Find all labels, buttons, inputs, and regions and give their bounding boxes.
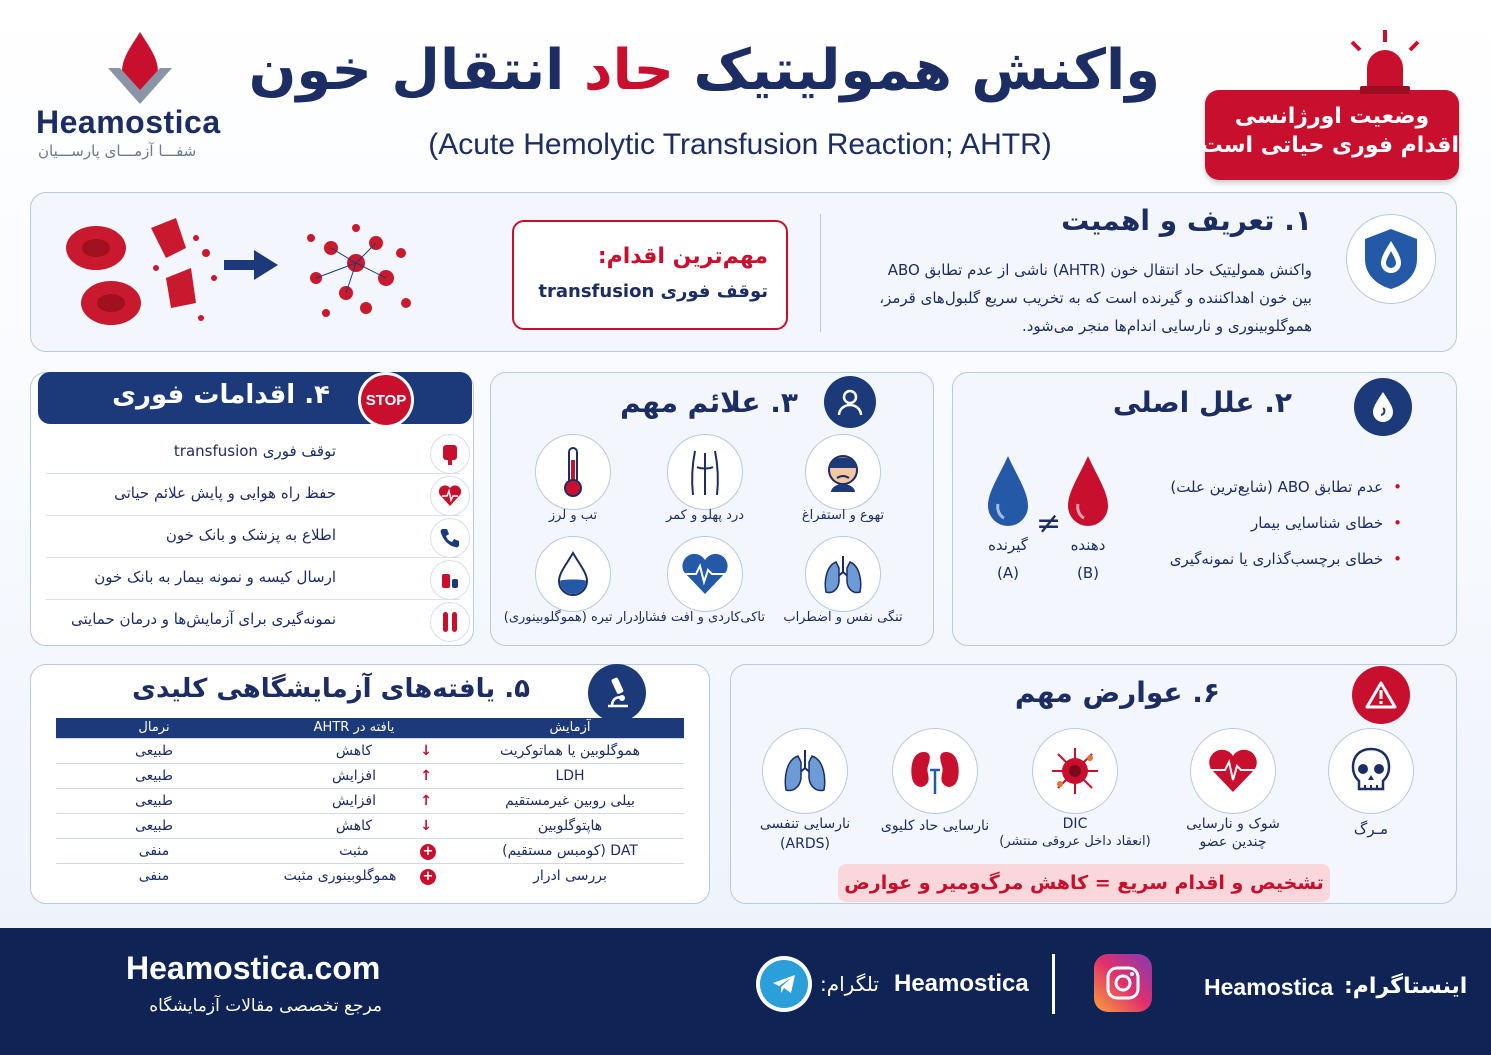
page-title: واکنش همولیتیک حاد انتقال خون [248, 38, 1160, 103]
donor-drop-icon [1064, 454, 1112, 530]
thermometer-icon [535, 434, 611, 510]
hemolysis-illustration-icon [56, 208, 436, 338]
col-normal: نرمال [56, 718, 252, 738]
symptoms-title: ۳. علائم مهم [620, 386, 798, 419]
drop-icon [1354, 378, 1412, 436]
footer-site-sub: مرجع تخصصی مقالات آزمایشگاه [149, 996, 382, 1016]
dark-urine-drop-icon [535, 536, 611, 612]
table-row: LDH ↑ افزایش طبیعی [56, 763, 684, 788]
cause-item: •خطای شناسایی بیمار [1251, 514, 1402, 532]
causes-list [1140, 478, 1402, 586]
complication-sublabel: (ARDS) [780, 836, 830, 852]
actions-list [46, 432, 460, 642]
complication-label: DIC [1062, 816, 1088, 832]
brand-logo[interactable] [30, 28, 250, 168]
emergency-alert [1200, 90, 1459, 180]
test-tubes-icon [430, 602, 470, 642]
table-row: بیلی روبین غیرمستقیم ↑ افزایش طبیعی [56, 788, 684, 813]
alert-line-2: اقدام فوری حیاتی است [1200, 133, 1459, 158]
symptom-label: تب و لرز [548, 508, 598, 523]
telegram-label: تلگرام: [820, 972, 879, 996]
donor-label: دهنده [1070, 536, 1106, 554]
action-item: حفظ راه هوایی و پایش علائم حیاتی [46, 474, 460, 516]
lungs-ards-icon [762, 728, 848, 814]
col-test: آزمایش [456, 718, 684, 738]
stop-sign-icon [358, 372, 414, 428]
symptom-label: ادرار تیره (هموگلوبینوری) [503, 610, 643, 625]
blood-drop-logo-icon [100, 28, 180, 108]
key-message-text: تشخیص و اقدام سریع = کاهش مرگ‌ومیر و عوارض [844, 872, 1324, 894]
siren-icon [1340, 28, 1430, 94]
skull-icon [1328, 728, 1414, 814]
col-finding: یافته در AHTR [252, 718, 456, 738]
brand-name: Heamostica [36, 104, 221, 140]
instagram-label: اینستاگرام: [1344, 974, 1468, 999]
recipient-label: گیرنده [988, 536, 1028, 554]
lungs-icon [805, 536, 881, 612]
heart-rate-icon [430, 476, 470, 516]
cause-item: •خطای برچسب‌گذاری یا نمونه‌گیری [1169, 550, 1402, 568]
alert-line-1: وضعیت اورژانسی [1234, 104, 1430, 129]
brand-tagline: شفـــا آزمـــای پارســـیان [38, 142, 197, 160]
definition-text: واکنش همولیتیک حاد انتقال خون (AHTR) ناشی از عدم تطابق ABO بین خون اهداکننده و گیرنده است که به تخریب سریع گلبول‌های قرمز، هموگلوبینوری و نارسایی اندام‌ها منجر می‌شود. [879, 261, 1312, 335]
complication-label: نارسایی حاد کلیوی [880, 818, 990, 834]
symptom-label: درد پهلو و کمر [665, 508, 745, 523]
symptom-label: تهوع و استفراغ [801, 508, 885, 523]
instagram-icon[interactable] [1094, 954, 1152, 1012]
phone-icon [430, 518, 470, 558]
action-item: توقف فوری transfusion [46, 432, 460, 474]
recipient-drop-icon [984, 454, 1032, 530]
key-action-box [512, 220, 788, 330]
telegram-handle[interactable]: Heamostica [894, 970, 1029, 997]
complication-sublabel: (انعقاد داخل عروقی منتشر) [999, 834, 1151, 849]
key-message-banner [838, 864, 1330, 902]
instagram-handle[interactable]: Heamostica [1204, 974, 1334, 1000]
page-subtitle: (Acute Hemolytic Transfusion Reaction; AHTR) [428, 128, 1052, 161]
complication-label: مـرگ [1353, 820, 1389, 838]
complications-title: ۶. عوارض مهم [1014, 676, 1220, 709]
heart-ecg-icon [667, 536, 743, 612]
lab-table [56, 718, 684, 888]
causes-title: ۲. علل اصلی [1112, 386, 1292, 419]
complication-label: نارسایی تنفسی [759, 816, 851, 832]
dic-cell-icon [1032, 728, 1118, 814]
footer-divider [1052, 954, 1055, 1014]
microscope-icon [588, 664, 646, 722]
complication-label: شوک و نارسایی [1186, 816, 1280, 832]
donor-type: (B) [1077, 564, 1099, 582]
key-action-title: مهم‌ترین اقدام: [597, 244, 768, 269]
actions-title: ۴. اقدامات فوری [112, 380, 330, 410]
table-row: بررسی ادرار + هموگلوبینوری مثبت منفی [56, 863, 684, 888]
action-item: ارسال کیسه و نمونه بیمار به بانک خون [46, 558, 460, 600]
not-equal-sign: ≠ [1036, 506, 1062, 541]
table-row: هاپتوگلوبین ↓ کاهش طبیعی [56, 813, 684, 838]
blood-bag-icon [430, 434, 470, 474]
symptom-label: تنگی نفس و اضطراب [783, 610, 903, 625]
stop-label: STOP [365, 391, 407, 409]
table-row: DAT (کومبس مستقیم) + مثبت منفی [56, 838, 684, 863]
person-icon [824, 376, 876, 428]
warning-icon [1352, 666, 1410, 724]
recipient-type: (A) [997, 564, 1019, 582]
key-action-text: توقف فوری transfusion [538, 281, 768, 302]
flank-pain-icon [667, 434, 743, 510]
footer-site-link[interactable]: Heamostica.com [126, 950, 381, 986]
definition-title: ۱. تعریف و اهمیت [1061, 204, 1312, 237]
lab-title: ۵. یافته‌های آزمایشگاهی کلیدی [132, 674, 530, 704]
telegram-icon[interactable] [756, 956, 812, 1012]
heart-shock-icon [1190, 728, 1276, 814]
table-row: هموگلوبین یا هماتوکریت ↓ کاهش طبیعی [56, 738, 684, 763]
cause-item: •عدم تطابق ABO (شایع‌ترین علت) [1170, 478, 1402, 496]
shield-drop-icon [1346, 214, 1436, 304]
action-item: اطلاع به پزشک و بانک خون [46, 516, 460, 558]
symptom-label: تاکی‌کاردی و افت فشار [638, 610, 765, 625]
action-item: نمونه‌گیری برای آزمایش‌ها و درمان حمایتی [46, 600, 460, 642]
kidneys-icon [892, 728, 978, 814]
complication-sublabel: چندین عضو [1199, 834, 1267, 850]
sample-kit-icon [430, 560, 470, 600]
nausea-icon [805, 434, 881, 510]
divider [820, 214, 821, 332]
